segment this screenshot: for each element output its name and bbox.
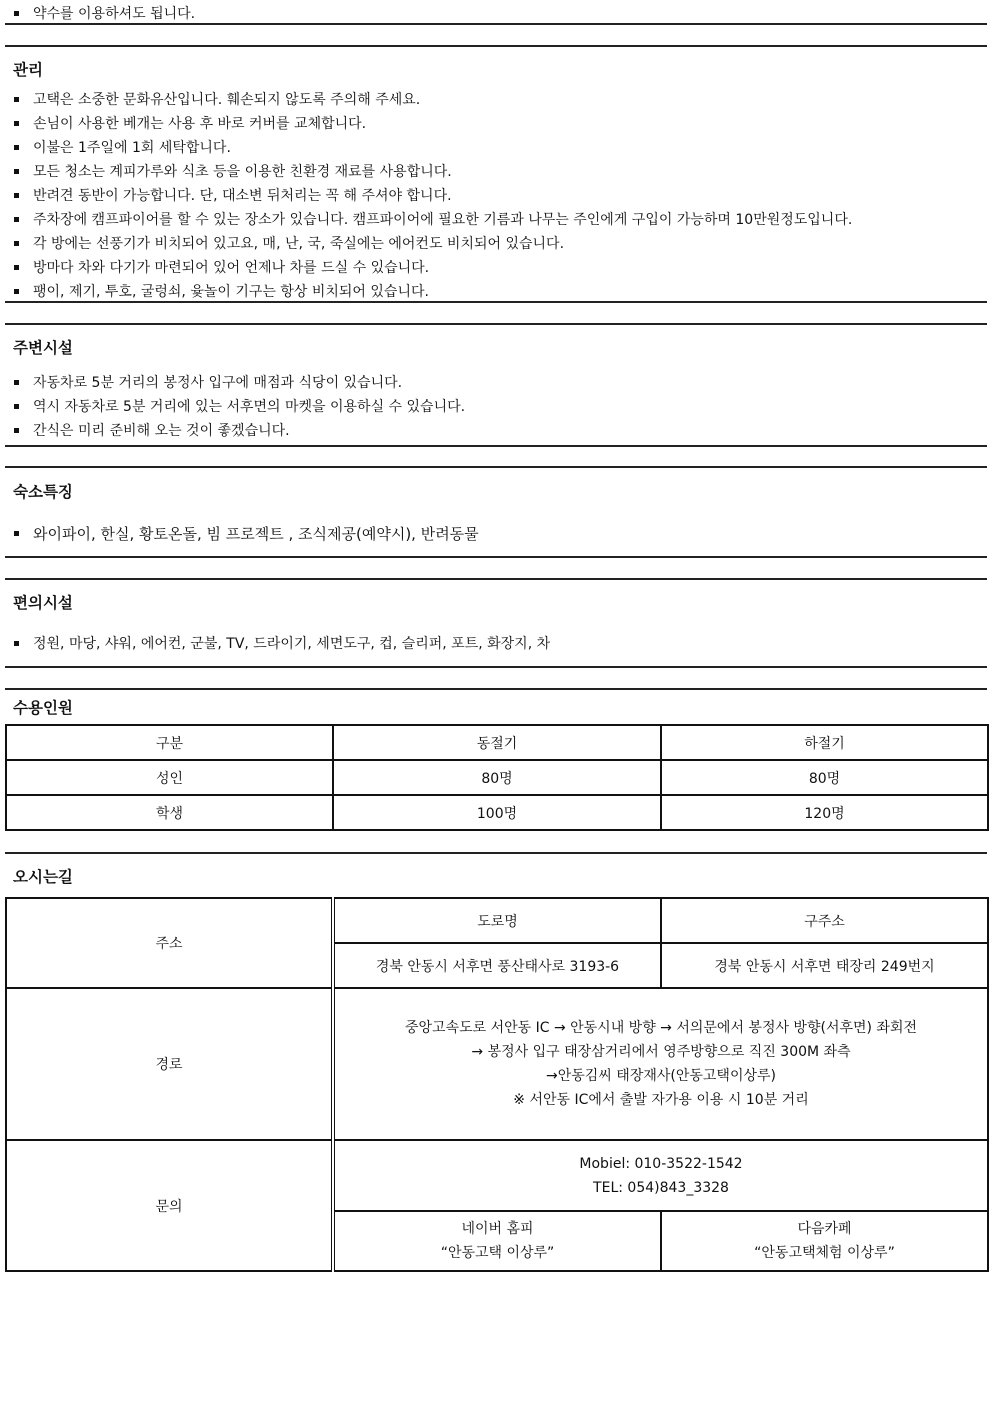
bullet-icon [14,380,19,385]
bullet-icon [14,289,19,294]
list-item [14,633,987,655]
list-item [14,89,987,111]
list-item [14,372,987,394]
daum-cell [661,1211,988,1271]
list-item [14,185,987,207]
list-item-text: 주차장에 캠프파이어를 할 수 있는 장소가 있습니다. 캠프파이어에 필요한 기름과 나무는 주인에게 구입이 가능하며 10만원정도입니다. [33,212,853,228]
list-item-text: 정원, 마당, 샤워, 에어컨, 군불, TV, 드라이기, 세면도구, 컵, 슬리퍼, 포트, 화장지, 차 [33,636,551,652]
section-title-capacity: 수용인원 [13,699,73,717]
list-item-text: 이불은 1주일에 1회 세탁합니다. [33,140,231,156]
bullet-icon [14,121,19,126]
bullet-icon [14,265,19,270]
bullet-icon [14,531,19,536]
old-address-header: 구주소 [661,898,988,943]
capacity-table [5,724,989,831]
bullet-icon [14,11,19,16]
section-title-features: 숙소특징 [13,483,73,501]
divider [5,852,987,854]
divider [5,445,987,447]
bullet-icon [14,241,19,246]
table-cell: 학생 [6,795,333,830]
list-item-text: 반려견 동반이 가능합니다. 단, 대소변 뒤처리는 꼭 해 주셔야 합니다. [33,188,452,204]
bullet-icon [14,145,19,150]
divider [5,301,987,303]
table-row [6,988,988,1140]
list-item-text: 자동차로 5분 거리의 봉정사 입구에 매점과 식당이 있습니다. [33,375,403,391]
mobile-number: Mobiel: 010-3522-1542 [579,1155,743,1172]
table-row [6,1140,988,1211]
section-title-management: 관리 [13,61,43,79]
old-address: 경북 안동시 서후면 태장리 249번지 [661,943,988,988]
divider [5,688,987,690]
table-row [6,898,988,943]
table-cell: 100명 [333,795,661,830]
divider [5,45,987,47]
divider [5,323,987,325]
header-cell: 동절기 [333,725,661,760]
header-cell: 하절기 [661,725,988,760]
divider [5,666,987,668]
road-address: 경북 안동시 서후면 풍산태사로 3193-6 [333,943,661,988]
route-line: →안동김씨 태장재사(안동고택이상루) [546,1068,776,1084]
list-item [14,420,987,442]
list-item-text: 간식은 미리 준비해 오는 것이 좋겠습니다. [33,423,290,439]
table-cell: 80명 [661,760,988,795]
bullet-icon [14,641,19,646]
header-cell: 구분 [6,725,333,760]
list-item-text: 모든 청소는 계피가루와 식초 등을 이용한 친환경 재료를 사용합니다. [33,164,452,180]
bullet-icon [14,217,19,222]
list-item-text: 방마다 차와 다기가 마련되어 있어 언제나 차를 드실 수 있습니다. [33,260,430,276]
table-cell: 120명 [661,795,988,830]
table-row [6,760,988,795]
bullet-icon [14,404,19,409]
bullet-icon [14,169,19,174]
list-item [14,3,987,25]
road-name-header: 도로명 [333,898,661,943]
naver-cell [333,1211,661,1271]
bullet-icon [14,97,19,102]
list-item [14,161,987,183]
list-item-text: 고택은 소중한 문화유산입니다. 훼손되지 않도록 주의해 주세요. [33,92,421,108]
daum-label: 다음카페 [797,1221,852,1237]
list-item [14,396,987,418]
divider [5,556,987,558]
section-title-amenities: 편의시설 [13,594,73,612]
list-item [14,113,987,135]
table-cell: 성인 [6,760,333,795]
divider [5,23,987,25]
list-item [14,209,987,231]
list-item [14,257,987,279]
contact-label: 문의 [6,1140,333,1271]
divider [5,466,987,468]
table-header-row [6,725,988,760]
naver-label: 네이버 홈피 [461,1221,534,1237]
list-item [14,233,987,255]
section-title-directions: 오시는길 [13,868,73,886]
naver-name: “안동고택 이상루” [440,1245,555,1261]
address-label: 주소 [6,898,333,988]
directions-table [5,897,989,1272]
route-line: ※ 서안동 IC에서 출발 자가용 이용 시 10분 거리 [513,1092,809,1108]
list-item-text: 손님이 사용한 베개는 사용 후 바로 커버를 교체합니다. [33,116,367,132]
route-line: → 봉정사 입구 태장삼거리에서 영주방향으로 직진 300M 좌측 [471,1044,851,1060]
list-item-text: 팽이, 제기, 투호, 굴렁쇠, 윷놀이 기구는 항상 비치되어 있습니다. [33,284,429,300]
list-item-text: 와이파이, 한실, 황토온돌, 빔 프로젝트 , 조식제공(예약시), 반려동물 [33,525,479,543]
list-item-text: 역시 자동차로 5분 거리에 있는 서후면의 마켓을 이용하실 수 있습니다. [33,399,466,415]
table-cell: 80명 [333,760,661,795]
route-cell [333,988,988,1140]
table-row [6,795,988,830]
bullet-icon [14,193,19,198]
route-label: 경로 [6,988,333,1140]
daum-name: “안동고택체험 이상루” [754,1245,895,1261]
list-item [14,523,987,545]
divider [5,578,987,580]
list-item [14,281,987,303]
phone-cell [333,1140,988,1211]
list-item-text: 각 방에는 선풍기가 비치되어 있고요, 매, 난, 국, 죽실에는 에어컨도 비치되어 있습니다. [33,236,565,252]
bullet-icon [14,428,19,433]
list-item [14,137,987,159]
section-title-nearby: 주변시설 [13,339,73,357]
route-line: 중앙고속도로 서안동 IC → 안동시내 방향 → 서의문에서 봉정사 방향(서후면) 좌회전 [404,1020,918,1036]
tel-number: TEL: 054)843_3328 [593,1179,729,1196]
list-item-text: 약수를 이용하셔도 됩니다. [33,6,196,22]
